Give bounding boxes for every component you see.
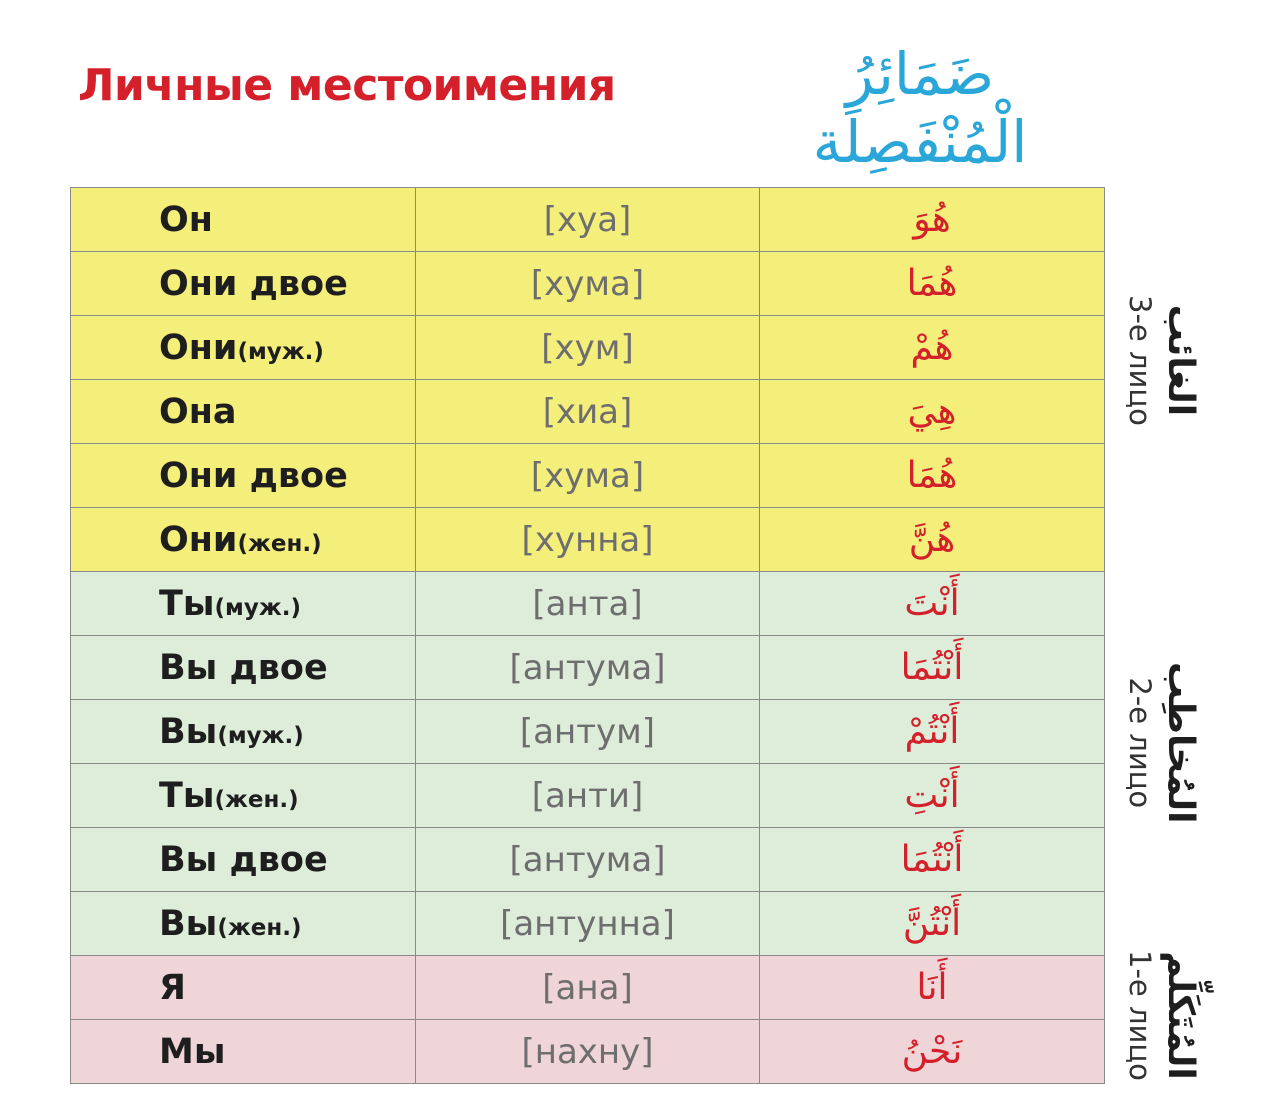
russian-cell xyxy=(71,636,416,700)
page-title-arabic: ضَمَائِرُ الْمُنْفَصِلَة xyxy=(812,40,1028,176)
arabic-cell: أَنْتَ xyxy=(760,572,1105,636)
transcription-cell: [анти] xyxy=(416,764,760,828)
arabic-cell: أَنْتِ xyxy=(760,764,1105,828)
russian-cell xyxy=(71,444,416,508)
russian-cell xyxy=(71,316,416,380)
russian-cell xyxy=(71,380,416,444)
russian-cell xyxy=(71,700,416,764)
group-label-russian: 1-е лицо xyxy=(1123,950,1157,1081)
transcription-cell: [хунна] xyxy=(416,508,760,572)
arabic-cell: أَنْتُنَّ xyxy=(760,892,1105,956)
russian-pronoun: Они xyxy=(159,327,238,368)
gender-note: (муж.) xyxy=(214,594,301,621)
arabic-cell: أَنْتُمَا xyxy=(760,828,1105,892)
transcription-cell: [антум] xyxy=(416,700,760,764)
gender-note: (жен.) xyxy=(237,530,322,557)
transcription-cell: [хума] xyxy=(416,252,760,316)
russian-pronoun: Мы xyxy=(159,1031,226,1072)
russian-pronoun: Ты xyxy=(159,583,215,624)
russian-pronoun: Вы двое xyxy=(159,839,328,880)
transcription-cell: [хум] xyxy=(416,316,760,380)
page-title-russian: Личные местоимения xyxy=(78,60,616,111)
group-label-arabic: المُتَكَلِّم xyxy=(1160,951,1201,1080)
transcription-cell: [хиа] xyxy=(416,380,760,444)
arabic-cell: أَنْتُمَا xyxy=(760,636,1105,700)
group-label-arabic: الغائب xyxy=(1160,304,1201,417)
russian-pronoun: Она xyxy=(159,391,237,432)
russian-pronoun: Они двое xyxy=(159,263,348,304)
russian-cell xyxy=(71,828,416,892)
arabic-cell: هُمْ xyxy=(760,316,1105,380)
table-row xyxy=(71,636,1105,700)
gender-note: (муж.) xyxy=(237,338,324,365)
group-label-russian: 3-е лицо xyxy=(1123,295,1157,426)
russian-cell xyxy=(71,252,416,316)
arabic-cell: هُمَا xyxy=(760,252,1105,316)
transcription-cell: [ана] xyxy=(416,956,760,1020)
group-label-arabic: المُخاطِب xyxy=(1160,662,1201,824)
arabic-cell: هُنَّ xyxy=(760,508,1105,572)
transcription-cell: [хуа] xyxy=(416,188,760,252)
arabic-cell: هِيَ xyxy=(760,380,1105,444)
table-row xyxy=(71,956,1105,1020)
russian-cell xyxy=(71,764,416,828)
table-row xyxy=(71,316,1105,380)
pronouns-table xyxy=(70,187,1105,1084)
russian-pronoun: Вы двое xyxy=(159,647,328,688)
russian-pronoun: Они двое xyxy=(159,455,348,496)
transcription-cell: [нахну] xyxy=(416,1020,760,1084)
russian-cell xyxy=(71,1020,416,1084)
table-row xyxy=(71,444,1105,508)
gender-note: (жен.) xyxy=(214,786,299,813)
russian-pronoun: Он xyxy=(159,199,213,240)
gender-note: (жен.) xyxy=(217,914,302,941)
table-row xyxy=(71,188,1105,252)
russian-pronoun: Вы xyxy=(159,903,218,944)
russian-cell xyxy=(71,188,416,252)
table-row xyxy=(71,508,1105,572)
russian-pronoun: Я xyxy=(159,967,186,1008)
arabic-cell: هُمَا xyxy=(760,444,1105,508)
arabic-cell: أَنْتُمْ xyxy=(760,700,1105,764)
arabic-cell: أَنَا xyxy=(760,956,1105,1020)
table-row xyxy=(71,1020,1105,1084)
table-row xyxy=(71,252,1105,316)
group-label-russian: 2-е лицо xyxy=(1123,677,1157,809)
transcription-cell: [антума] xyxy=(416,636,760,700)
transcription-cell: [хума] xyxy=(416,444,760,508)
russian-pronoun: Вы xyxy=(159,711,218,752)
table-row xyxy=(71,700,1105,764)
table-row xyxy=(71,828,1105,892)
russian-cell xyxy=(71,508,416,572)
russian-cell xyxy=(71,892,416,956)
gender-note: (муж.) xyxy=(217,722,304,749)
table-row xyxy=(71,892,1105,956)
table-row xyxy=(71,380,1105,444)
transcription-cell: [анта] xyxy=(416,572,760,636)
russian-pronoun: Они xyxy=(159,519,238,560)
russian-cell xyxy=(71,956,416,1020)
table-row xyxy=(71,572,1105,636)
table-row xyxy=(71,764,1105,828)
arabic-cell: هُوَ xyxy=(760,188,1105,252)
transcription-cell: [антума] xyxy=(416,828,760,892)
russian-pronoun: Ты xyxy=(159,775,215,816)
arabic-cell: نَحْنُ xyxy=(760,1020,1105,1084)
transcription-cell: [антунна] xyxy=(416,892,760,956)
russian-cell xyxy=(71,572,416,636)
